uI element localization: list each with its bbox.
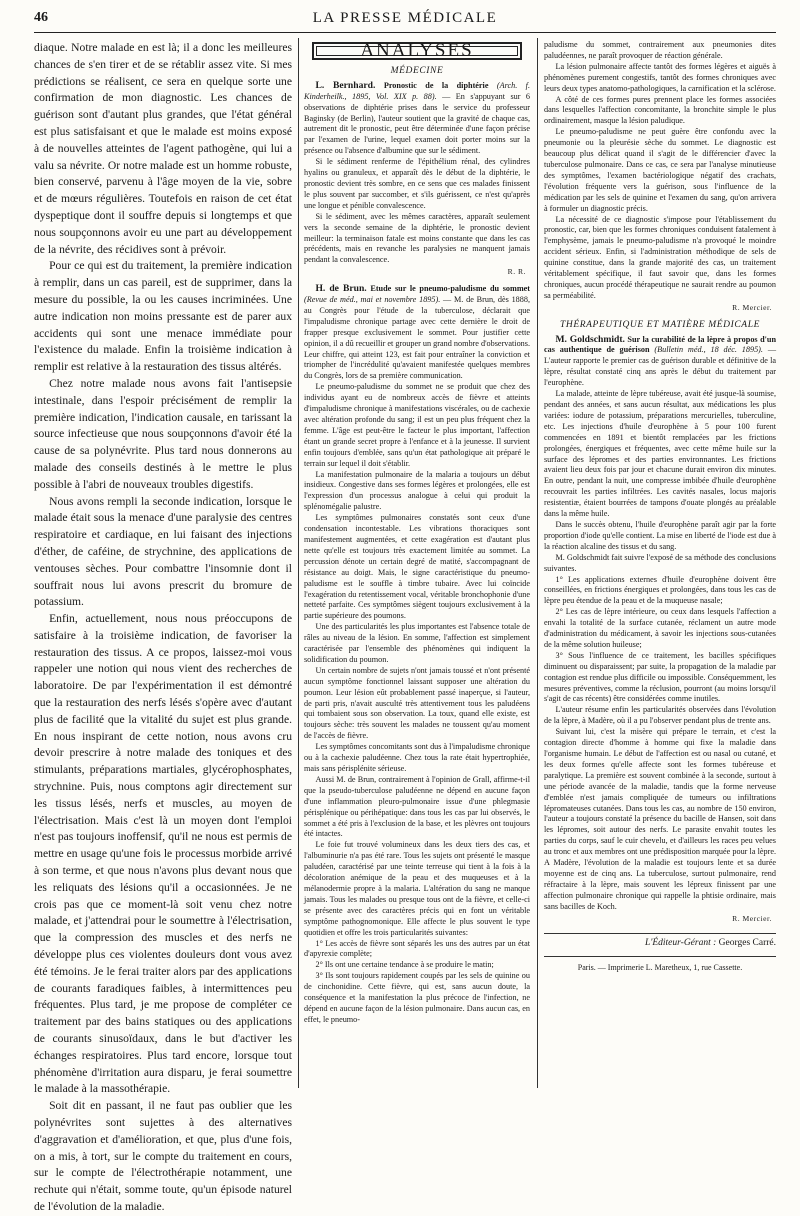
paragraph: 2° Ils ont une certaine tendance à se produire le matin; — [315, 960, 494, 970]
footer-printer: Paris. — Imprimerie L. Maretheux, 1, rue Cassette. — [577, 963, 743, 973]
paragraph: diaque. Notre malade en est là; il a donc les meilleures chances de s'en tirer et de se rétablir assez vite. Si mes prédictions se réalisent, ce sera en quelque sorte une confirmation de mon diagnostic. Les chances de guérison sont d'autant plus grandes, que l'état général est plus satisfaisant et que le malade est moins exposé à de nouvelles atteintes de l'agent pathogène, qui lui a valu sa névrite. Or notre malade est un homme robuste, bien conservé, parvenu à l'âge moyen de la vie, sobre et de mœurs régulières. Toutefois en raison de cet état dyspeptique dont il souffre depuis si longtemps et que nous soupçonnons avoir eu une part au développement de la névrite, des récidives sont à prévoir. — [34, 41, 292, 256]
article-author: H. de Brun. — [315, 283, 367, 295]
paragraph: 3° Sous l'influence de ce traitement, les bacilles spécifiques diminuent ou disparaissent; par suite, la propagation de la maladie par contagion est rendue plus difficile ou impossible. Conséquemment, les mesures préventives, comme la réclusion, pourront (au moins lorsqu'il s'agit de cas récents) être considérées comme inutiles. — [544, 650, 776, 704]
article-reference: (Bulletin méd., 18 déc. 1895). — [654, 345, 763, 355]
article-signature: R. R. — [507, 267, 526, 277]
article-title: Pronostic de la diphtérie — [383, 80, 489, 90]
paragraph: paludisme du sommet, contrairement aux pneumonies dites paludéennes, ne paraît provoquer de réaction générale. — [544, 40, 776, 60]
footer-editor-label: L'Éditeur-Gérant : — [645, 937, 717, 948]
footer-editor — [544, 938, 776, 949]
paragraph: Pour ce qui est du traitement, la première indication à remplir, dans un cas pareil, est de supprimer, dans la mesure du possible, la ou les causes incriminées. Une autre indication non moins pressante est de parer aux accidents qui sont une menace immédiate pour l'existence du malade. Enfin la troisième indication à remplir est relative à la restauration des tissus altérés. — [34, 259, 292, 374]
paragraph: Chez notre malade nous avons fait l'antisepsie intestinale, dans l'espoir précisément de remplir la première indication, l'indication causale, en tarissant la source infectieuse que nous soupçonnons d'avoir été la cause de sa polynévrite. Plus tard nous donnerons au malade des conseils destinés à le mettre le plus possible à l'abri de nouveaux troubles digestifs. — [34, 376, 292, 491]
column-analyses-continued — [544, 40, 776, 1115]
article-reference: (Arch. f. Kinderheilk., 1895, Vol. XIX p. 88). — [304, 80, 530, 101]
paragraph: Une des particularités les plus importantes est l'absence totale de râles au niveau de la lésion. En somme, l'affection est simplement caractérisée par l'ensemble des phénomènes qui indiquent la solidification du poumon. — [304, 622, 530, 664]
article-text: — En s'appuyant sur 6 observations de diphtérie prises dans le service du professeur Baginsky (de Berlin), l'auteur soutient que la gravité de chaque cas, autrement dit le pronostic, peut être déterminée d'une façon précise par l'examen de l'urine, lequel examen doit porter moins sur la présence ou l'absence d'albumine que sur le sédiment. — [304, 91, 531, 156]
paragraph: 1° Les applications externes d'huile d'europhène doivent être conseillées, en frictions énergiques et prolongées, dans tous les cas de lèpre peu étendue de la peau et de la muqueuse nasale; — [544, 574, 776, 606]
paragraph: Un certain nombre de sujets n'ont jamais toussé et n'ont présenté aucun symptôme fonctionnel laissant supposer une altération du poumon. Leur lésion eût probablement passé inaperçue, si l'auteur, de parti pris, n'avait ausculté très attentivement tous les paludéens qui tombaient sous son observation. La toux, quand elle existe, est toujours sèche: très souvent les malades ne toussent qu'au moment de l'accès de fièvre. — [304, 665, 530, 741]
paragraph: La malade, atteinte de lèpre tubéreuse, avait été jusque-là soumise, pendant des années, et sans aucun résultat, aux médications les plus variées: iodure de potassium, préparations mercurielles, tuberculine, etc. Les injections d'huile d'europhène à 5 pour 100 furent commencées en 1891 et bientôt remplacées par les frictions prolongées, énergiques et fréquentes, avec cette même huile sur la surface des lépromes et des parties environnantes. Les frictions avaient lieu deux fois par jour et chacune durait environ dix minutes. En outre, pendant la nuit, une compresse imbibée d'huile d'europhène recouvrait les parties infiltrées. Les cavités nasales, locus majoris resistentiæ, étaient bourrées de tampons d'ouate plongés au préalable dans la même huile. — [544, 389, 776, 519]
paragraph: Le pneumo-paludisme du sommet ne se produit que chez des individus ayant eu de nombreux accès de fièvre et atteints d'impaludisme chronique à manifestations viscérales, ou de cachexie avec altération profonde du sang; il est un peu plus fréquent chez la femme. L'âge est peut-être le facteur le plus important, l'affection étant un grande secret propre à l'enfance et à la jeunesse. Il survient enfin toujours d'emblée, sans qu'un état pathologique ait préparé le terrain sur lequel il doit s'établir. — [304, 382, 530, 468]
paragraph: L'auteur résume enfin les particularités observées dans l'évolution de la lèpre, à Madère, où il a pu l'observer pendant plus de trente ans. — [544, 705, 776, 726]
article-de-brun — [304, 284, 530, 382]
paragraph: Le foie fut trouvé volumineux dans les deux tiers des cas, et l'albuminurie n'a pas été rare. Tous les sujets ont présenté le masque paludéen, caractérisé par une teinte terreuse qui tient à la fois à la décoloration anémique de la peau et des muqueuses et à la mélanodermie propre à la malaria. L'altération du sang ne manque jamais. Tous les malades ou presque tous ont de la fièvre, et celle-ci se présente avec des caractères précis qui en font un véritable symptôme pathognomonique. Elle affecte le plus souvent le type quotidien et offre les trois particularités suivantes: — [304, 840, 530, 937]
section-heading-therapeutique: THÉRAPEUTIQUE ET MATIÈRE MÉDICALE — [559, 319, 761, 330]
paragraph: M. Goldschmidt fait suivre l'exposé de sa méthode des conclusions suivantes. — [544, 552, 776, 573]
section-heading-medecine: MÉDECINE — [390, 65, 444, 76]
article-author: M. Goldschmidt. — [555, 333, 625, 345]
paragraph: 3° Ils sont toujours rapidement coupés par les sels de quinine ou de cinchonidine. Cette fièvre, qui est, sans aucun doute, la conséquence et la manifestation la plus précoce de l'infection, ne dépend en aucune façon de la lésion pulmonaire. Dans aucun cas, en effet, le pneumo- — [304, 971, 530, 1024]
analyses-title-box: ANALYSES — [312, 42, 522, 60]
paragraph: La manifestation pulmonaire de la malaria a toujours un début insidieux. Congestive dans ses formes légères et prolongées, elle est l'expression d'un processus analogue à celui qui produit la splénomégalie palustre. — [304, 469, 530, 512]
paragraph: Les symptômes concomitants sont dus à l'impaludisme chronique ou à la cachexie paludéenne. Chez tous la rate était hypertrophiée, mais sans périsplénite sérieuse. — [304, 742, 531, 773]
column-analyses — [304, 40, 530, 1115]
column-rule-left — [298, 38, 299, 1088]
footer-editor-name: Georges Carré. — [718, 937, 776, 948]
column-lecture — [34, 40, 292, 1213]
journal-title: LA PRESSE MÉDICALE — [312, 10, 498, 26]
paragraph: Si le sédiment renferme de l'épithélium rénal, des cylindres hyalins ou granuleux, et apparaît dès le début de la diphtérie, le pronostic devient très sombre, en ce sens que ces malades finissent le plus souvent par succomber, et s'ils guérissent, ce n'est qu'après une longue et pénible convalescence. — [304, 157, 530, 210]
paragraph: Nous avons rempli la seconde indication, lorsque le malade était sous la menace d'une paralysie des centres respiratoire et cardiaque, en lui faisant des injections d'éther, de caféine, de strychnine, des applications de ventouses sèches. Pour combattre l'insomnie dont il souffrait nous lui avons prescrit du bromure de potassium. — [34, 494, 292, 609]
paragraph: La nécessité de ce diagnostic s'impose pour l'établissement du pronostic, car, bien que les formes chroniques conduisent fatalement à l'emphysème, jamais le pneumo-paludisme n'a provoqué le moindre accident sérieux. Enfin, si l'administration méthodique de sels de quinine constitue, dans la grande majorité des cas, un traitement véritablement spécifique, il faut savoir que, dans les formes chroniques, aucun procédé thérapeutique ne saurait rendre au poumon sa perméabilité. — [544, 214, 776, 300]
article-author: L. Bernhard. — [315, 79, 376, 91]
paragraph: Le pneumo-paludisme ne peut guère être confondu avec la pneumonie ou la pleurésie sèche du sommet. Le diagnostic est beaucoup plus délicat quand il s'agit de le différencier d'avec la tuberculose pulmonaire. Dans ce cas, ce sera par l'analyse minutieuse des symptômes, l'examen bactériologique négatif des crachats, l'évolution fréquente vers la guérison, sous l'influence de la médication par les sels de quinine et l'examen du sang, qu'on arrivera à formuler un diagnostic précis. — [544, 127, 776, 213]
column-rule-right — [537, 38, 538, 1088]
article-text: — M. de Brun, dès 1888, au Congrès pour l'étude de la tuberculose, déclarait que l'impaludisme chronique partage avec cette dernière le droit de frapper presque exclusivement le sommet. Pour justifier cette opinion, il a dû recueillir et grouper un grand nombre d'observations. Leur chiffre, qui atteint 123, est fait pour entraîner la conviction et triompher de l'incrédulité qu'avaient manifestée quelques membres du Congrès, lors de sa première communication. — [304, 295, 530, 381]
paragraph: Aussi M. de Brun, contrairement à l'opinion de Grall, affirme-t-il que la pseudo-tuberculose paludéenne ne dépend en aucune façon d'une inflammation pleuro-pulmonaire issue d'une phlegmasie périsplénique ou périhépatique: dans tous les cas par lui observés, le sommet a été pris à l'exclusion de la base, et les plèvres ont toujours été intactes. — [304, 774, 530, 839]
footer-divider — [544, 933, 776, 934]
paragraph: Si le sédiment, avec les mêmes caractères, apparaît seulement vers la seconde semaine de la diphtérie, le pronostic devient meilleur: la terminaison fatale est moins constante que dans les cas précédents, mais en revanche les paralysies ne manquent jamais pendant la convalescence. — [304, 211, 530, 265]
paragraph: 1° Les accès de fièvre sont séparés les uns des autres par un état d'apyrexie complète; — [304, 938, 530, 959]
article-title: Sur la curabilité de la lèpre à propos d'un cas authentique de guérison — [544, 334, 777, 355]
article-goldschmidt — [544, 335, 776, 390]
paragraph: Enfin, actuellement, nous nous préoccupons de satisfaire à la troisième indication, de favoriser la restauration des tissus. A ce propos, laissez-moi vous rappeler une notion qui nous vient des recherches de laboratoire. De par l'expérimentation il est démontré que la restauration des nerfs lésés s'opère avec d'autant plus de facilité que la vitalité du sujet est plus grande. En nous inspirant de cette notion, nous avons cru devoir prescrire à notre malade des toniques et des stimulants, préparations martiales, glycérophosphates, strychnine. Puis, nous comptons agir directement sur les tissus lésés, nerfs et muscles, au moyen de l'électrisation. Mais c'est là un moyen dont l'emploi n'est pas toujours inoffensif, qu'il ne nous est permis de mettre en usage qu'une fois le processus morbide arrivé à son terme, et que nous n'avons plus devant nous que les reliquats des lésions qu'il a occasionnées. Je ne crois pas que ce moment-là soit venu chez notre malade, et j'attendrai pour le soumettre à l'électrisation, que la compression des muscles et des nerfs ne développe plus ces violentes douleurs dont vous avez été témoins. Je le ferai traiter alors par des applications de courants faradiques faibles, à intermittences peu fréquentes. Plus tard, je me propose de compléter ce traitement par des bains statiques ou des applications de courants sinusoïdaux, dans le but d'activer les échanges respiratoires. Plus tard encore, lorsque tout phénomène d'irritation aura disparu, je ferai soumettre le malade à la massothérapie. — [34, 612, 292, 1096]
paragraph: Les symptômes pulmonaires constatés sont ceux d'une condensation incontestable. Les vibrations thoraciques sont manifestement augmentées, et cette exagération est d'autant plus nette qu'elle est toujours très exactement limitée au sommet. La percussion dénote un certain degré de matité, s'accompagnant de résistance au doigt. Mais, le signe caractéristique du pneumo-paludisme est le souffle à timbre tubaire. Avec lui coïncide l'exagération du retentissement vocal, véritable bronchophonie d'une netteté parfaite. Ces symptômes siègent toujours exclusivement à la partie supérieure des poumons. — [304, 513, 530, 621]
paragraph: 2° Les cas de lèpre intérieure, ou ceux dans lesquels l'affection a envahi la totalité de la surface cutanée, réclament un autre mode d'administration du médicament, à savoir les injections sous-cutanées de la même solution huileuse; — [544, 607, 776, 649]
paragraph: Suivant lui, c'est la misère qui prépare le terrain, et c'est la contagion directe d'homme à homme qui fixe la maladie dans l'organisme humain. Le début de l'affection est ou nasal ou cutané, et les deux formes qu'elle affecte sont les formes tubéreuse et paralytique. La première est souvent combinée à la seconde, surtout à une période avancée de la maladie, tandis que la forme nerveuse d'emblée n'est jamais compliquée de tumeurs ou infiltrations lépromateuses cutanées. Dans tous les cas, au nombre de 150 environ, l'auteur a toujours constaté la présence du bacille de Hansen, soit dans les lépromes, soit autour des nerfs. Le parasite envahit toutes les parties du corps, sauf le cuir chevelu, et d'ailleurs les races peu velues au tronc et aux membres ont une prédisposition marquée pour la lèpre. A Madère, l'évolution de la maladie est toujours lente et sa durée moyenne est de cinq ans. La tuberculose, surtout pulmonaire, rend réfractaire à la lèpre, mais souvent les lépreux finissent par une affection pulmonaire chronique qui rappelle la phtisie ordinaire, mais sans bacilles de Koch. — [544, 727, 776, 911]
paragraph: Dans le succès obtenu, l'huile d'europhène paraît agir par la forte proportion d'iode qu'elle contient. La mise en liberté de l'iode est due à la réaction alcaline des tissus et du sang. — [544, 519, 776, 551]
article-reference: (Revue de méd., mai et novembre 1895). — [304, 295, 441, 305]
article-signature: R. Mercier. — [732, 302, 772, 312]
page-header — [34, 6, 776, 33]
paragraph: Soit dit en passant, il ne faut pas oublier que les polynévrites sont sujettes à des alternatives d'aggravation et d'amélioration, et que, plus d'une fois, on a mis, à tort, sur le compte du traitement en cours, sur le compte de l'électrothérapie notamment, une rechute qui n'était, somme toute, qu'un épisode naturel de l'évolution de la maladie. — [34, 1099, 292, 1213]
article-signature: R. Mercier. — [732, 913, 772, 923]
page-number: 46 — [34, 10, 48, 25]
paragraph: A côté de ces formes pures prennent place les formes associées dans lesquelles l'affection concomitante, la bronchite simple le plus ordinairement, masque la lésion paludique. — [544, 94, 776, 126]
paragraph: La lésion pulmonaire affecte tantôt des formes légères et aiguës à phénomènes purement congestifs, tantôt des formes chroniques avec leurs deux types anatomo-pathologiques, la carnification et la sclérose. — [544, 61, 776, 93]
article-text: — L'auteur rapporte le premier cas de guérison durable et définitive de la lèpre, résultat constaté cinq ans après le début du traitement par l'europhène. — [544, 345, 776, 388]
article-title: Etude sur le pneumo-paludisme du sommet — [370, 284, 531, 294]
footer-divider — [544, 956, 776, 957]
article-bernhard — [304, 81, 530, 157]
